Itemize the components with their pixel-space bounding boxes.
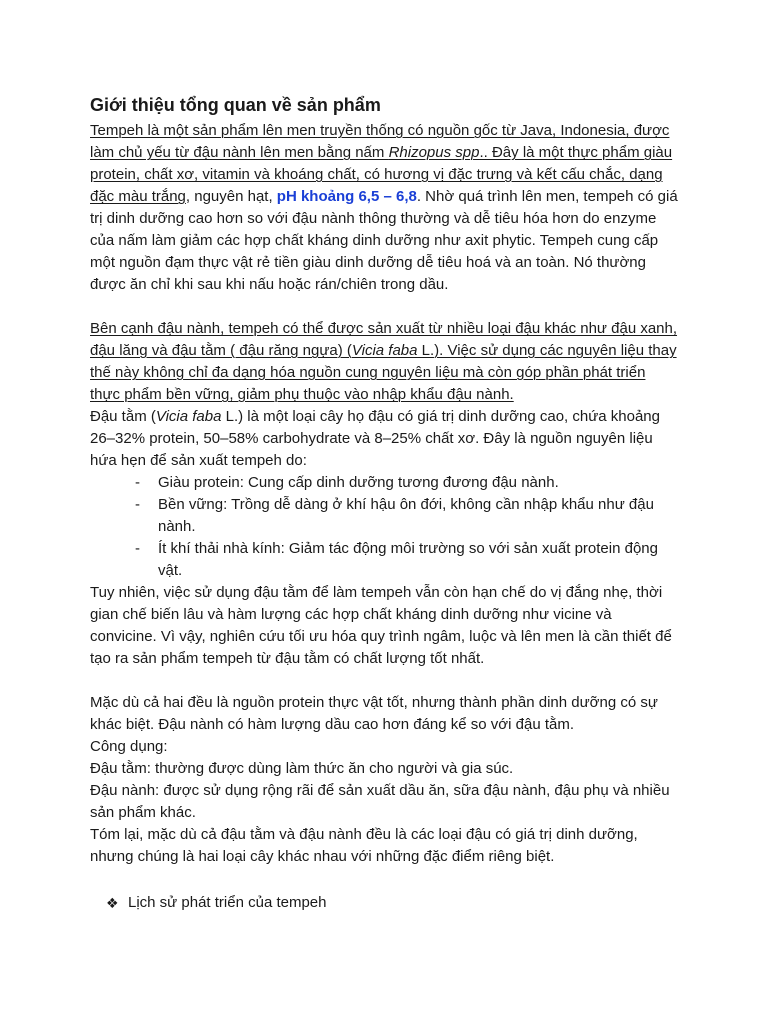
alternative-beans-paragraph: Bên cạnh đậu nành, tempeh có thể được sản xuất từ nhiều loại đậu khác như đậu xanh, đậu lăng và đậu tằm ( đậu răng ngựa) (Vicia faba L.). Việc sử dụng các nguyên liệu thay thế này không chỉ đa dạng hóa nguồn cung nguyên liệu mà còn góp phần phát triển thực phẩm bền vững, giảm phụ thuộc vào nhập khẩu đậu nành. bbox=[90, 320, 678, 403]
ph-highlight: pH khoảng 6,5 – 6,8 bbox=[276, 188, 417, 205]
underlined-intro: Tempeh là một sản phẩm lên men truyền thống có nguồn gốc từ Java, Indonesia, được làm chủ yếu từ đậu nành lên men bằng nấm Rhizopus spp.. Đây là một thực phẩm giàu protein, chất xơ, vitamin và khoáng chất, có hương vị đặc trưng và kết cấu chắc, dạng đặc màu trắng bbox=[90, 122, 673, 205]
faba-uses: Đậu tằm: thường được dùng làm thức ăn cho người và gia súc. bbox=[90, 760, 514, 777]
section-title: Giới thiệu tổng quan về sản phẩm bbox=[90, 95, 381, 115]
comparison-paragraph: Mặc dù cả hai đều là nguồn protein thực vật tốt, nhưng thành phần dinh dưỡng có sự khác biệt. Đậu nành có hàm lượng dầu cao hơn đáng kể so với đậu tằm. bbox=[90, 694, 658, 733]
list-item: - Bền vững: Trồng dễ dàng ở khí hậu ôn đới, không cần nhập khẩu như đậu nành. bbox=[135, 496, 654, 535]
summary-paragraph: Tóm lại, mặc dù cả đậu tằm và đậu nành đều là các loại đậu có giá trị dinh dưỡng, nhưng chúng là hai loại cây khác nhau với những đặc điểm riêng biệt. bbox=[90, 826, 638, 865]
uses-heading: Công dụng: bbox=[90, 738, 168, 755]
list-item: - Ít khí thải nhà kính: Giảm tác động môi trường so với sản xuất protein động vật. bbox=[135, 540, 658, 579]
diamond-bullet-icon: ❖ bbox=[106, 895, 119, 911]
history-bullet: ❖ Lịch sử phát triển của tempeh bbox=[90, 892, 678, 914]
limitation-paragraph: Tuy nhiên, việc sử dụng đậu tằm để làm tempeh vẫn còn hạn chế do vị đắng nhẹ, thời gian chế biến lâu và hàm lượng các hợp chất kháng dinh dưỡng như vicine và convicine. Vì vậy, nghiên cứu tối ưu hóa quy trình ngâm, luộc và lên men là cần thiết để tạo ra sản phẩm tempeh từ đậu tằm có chất lượng tốt nhất. bbox=[90, 584, 672, 667]
benefit-list bbox=[90, 472, 678, 582]
faba-bean-paragraph: Đậu tằm (Vicia faba L.) là một loại cây họ đậu có giá trị dinh dưỡng cao, chứa khoảng 26–32% protein, 50–58% carbohydrate và 8–25% chất xơ. Đây là nguồn nguyên liệu hứa hẹn để sản xuất tempeh do: bbox=[90, 408, 660, 469]
intro-paragraph: Tempeh là một sản phẩm lên men truyền thống có nguồn gốc từ Java, Indonesia, được làm chủ yếu từ đậu nành lên men bằng nấm Rhizopus spp.. Đây là một thực phẩm giàu protein, chất xơ, vitamin và khoáng chất, có hương vị đặc trưng và kết cấu chắc, dạng đặc màu trắng, nguyên hạt, pH khoảng 6,5 – 6,8. Nhờ quá trình lên men, tempeh có giá trị dinh dưỡng cao hơn so với đậu nành thông thường và dễ tiêu hóa hơn do enzyme của nấm làm giảm các hợp chất kháng dinh dưỡng như axit phytic. Tempeh cung cấp một nguồn đạm thực vật rẻ tiền giàu dinh dưỡng dễ tiêu hoá và an toàn. Nó thường được ăn chỉ khi sau khi nấu hoặc rán/chiên trong dầu. bbox=[90, 122, 678, 293]
list-item: - Giàu protein: Cung cấp dinh dưỡng tương đương đậu nành. bbox=[135, 474, 559, 491]
soy-uses: Đậu nành: được sử dụng rộng rãi để sản xuất dầu ăn, sữa đậu nành, đậu phụ và nhiều sản phẩm khác. bbox=[90, 782, 670, 821]
